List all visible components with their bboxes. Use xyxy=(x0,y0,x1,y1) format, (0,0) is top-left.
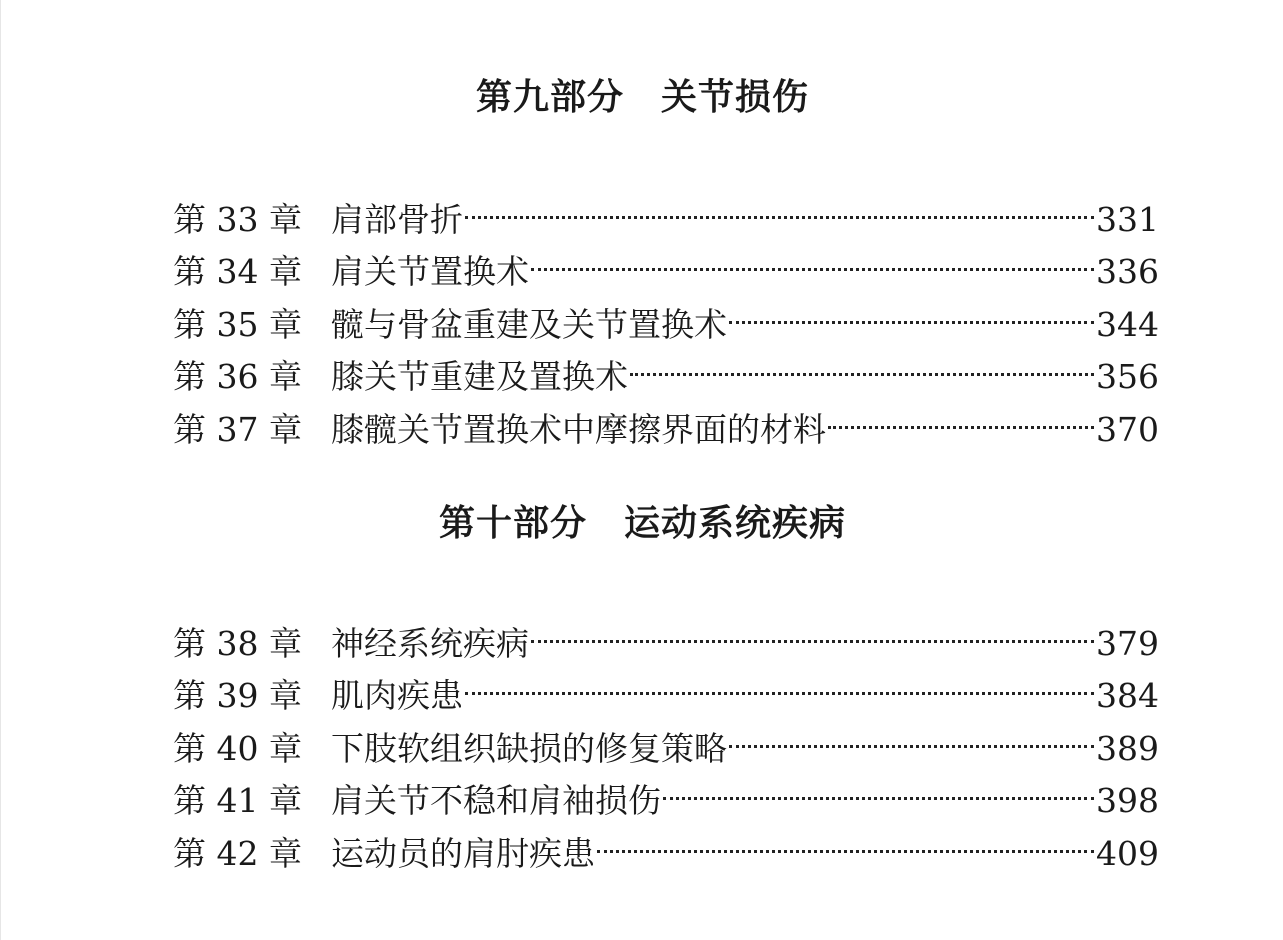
dot-leader xyxy=(531,602,1094,655)
page-number: 389 xyxy=(1096,728,1159,768)
page-number: 344 xyxy=(1096,304,1159,344)
dot-leader xyxy=(663,760,1094,813)
dot-leader xyxy=(465,178,1094,231)
chapter-number: 第 42 章 xyxy=(173,833,302,873)
dot-leader xyxy=(465,655,1094,708)
page-number: 398 xyxy=(1096,781,1159,820)
chapter-title: 下肢软组织缺损的修复策略 xyxy=(331,728,727,768)
chapter-number: 第 40 章 xyxy=(173,728,302,768)
dot-leader xyxy=(630,336,1094,389)
dot-leader xyxy=(531,231,1094,284)
dot-leader xyxy=(729,707,1094,760)
chapter-title: 髋与骨盆重建及关节置换术 xyxy=(331,304,727,344)
page-number: 370 xyxy=(1096,409,1159,449)
toc-entry[interactable] xyxy=(173,602,1159,663)
part-title-9: 第九部分 关节损伤 xyxy=(475,77,809,118)
chapter-title: 膝髋关节置换术中摩擦界面的材料 xyxy=(331,409,826,449)
chapter-number: 第 41 章 xyxy=(173,781,302,820)
chapter-title: 肩关节置换术 xyxy=(331,252,529,291)
chapter-number: 第 37 章 xyxy=(173,409,302,449)
toc-entry[interactable] xyxy=(173,178,1159,239)
chapter-number: 第 36 章 xyxy=(173,357,302,396)
page-number: 331 xyxy=(1096,199,1159,239)
toc-list-part-10 xyxy=(173,602,1159,873)
page-number: 409 xyxy=(1096,833,1159,873)
chapter-title: 运动员的肩肘疾患 xyxy=(331,833,595,873)
page-number: 384 xyxy=(1096,676,1159,715)
chapter-number: 第 39 章 xyxy=(173,676,302,715)
chapter-title: 肩部骨折 xyxy=(331,199,463,239)
chapter-title: 肌肉疾患 xyxy=(331,676,463,715)
chapter-title: 膝关节重建及置换术 xyxy=(331,357,628,396)
toc-list-part-9 xyxy=(173,178,1159,449)
chapter-number: 第 34 章 xyxy=(173,252,302,291)
part-title-10: 第十部分 运动系统疾病 xyxy=(438,503,846,544)
page-number: 379 xyxy=(1096,623,1159,663)
dot-leader xyxy=(729,283,1094,336)
chapter-title: 神经系统疾病 xyxy=(331,623,529,663)
dot-leader xyxy=(597,812,1094,865)
page-number: 336 xyxy=(1096,252,1159,291)
chapter-number: 第 38 章 xyxy=(173,623,302,663)
chapter-number: 第 33 章 xyxy=(173,199,302,239)
page-number: 356 xyxy=(1096,357,1159,396)
dot-leader xyxy=(828,388,1094,441)
chapter-number: 第 35 章 xyxy=(173,304,302,344)
chapter-title: 肩关节不稳和肩袖损伤 xyxy=(331,781,661,820)
